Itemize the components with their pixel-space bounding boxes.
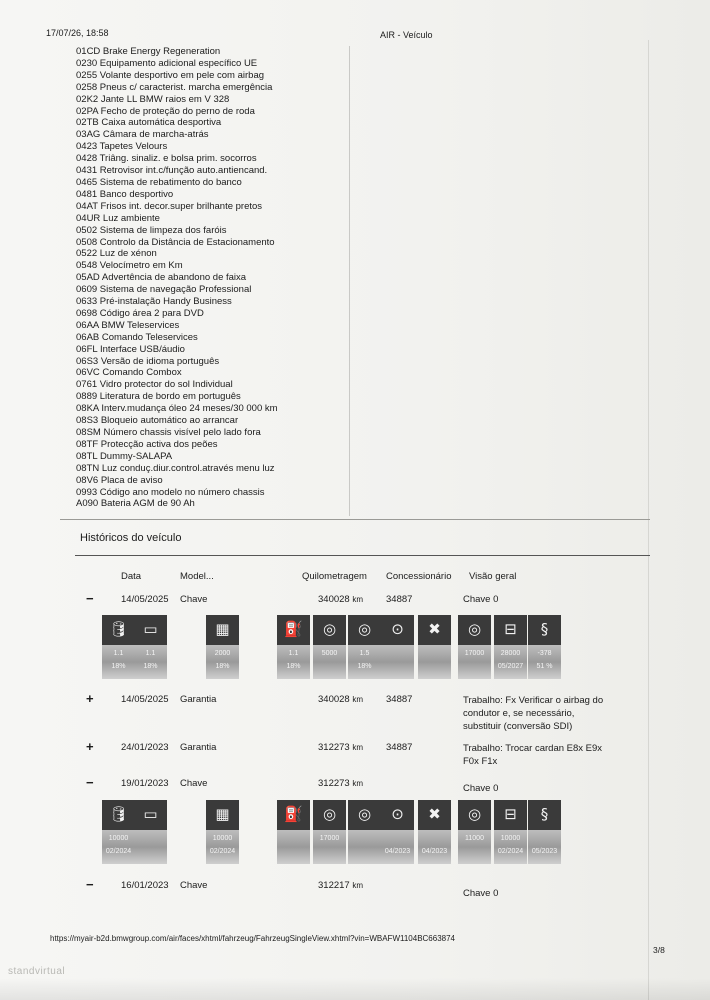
- option-item: A090 Bateria AGM de 90 Ah: [76, 498, 195, 510]
- page-number: 3/8: [653, 945, 665, 955]
- row-date: 16/01/2023: [121, 880, 169, 891]
- row-model: Chave: [180, 594, 208, 605]
- option-item: 06VC Comando Combox: [76, 367, 182, 379]
- option-item: 0761 Vidro protector do sol Individual: [76, 379, 233, 391]
- row-mileage: 340028 km: [318, 694, 364, 705]
- service-card: [458, 800, 491, 864]
- service-card: [381, 800, 414, 864]
- row-date: 14/05/2025: [121, 594, 169, 605]
- expand-toggle[interactable]: +: [86, 739, 94, 754]
- row-model: Garantia: [180, 742, 217, 753]
- oil-can-icon: 🛢: [108, 805, 129, 823]
- service-card: [102, 800, 135, 864]
- tools-icon: ✖: [428, 805, 441, 823]
- row-overview: Chave 0: [463, 783, 499, 794]
- option-item: 0889 Literatura de bordo em português: [76, 391, 241, 403]
- history-row: [0, 877, 710, 899]
- service-status-cards: [0, 800, 710, 872]
- option-item: 06FL Interface USB/áudio: [76, 343, 185, 355]
- option-item: 08TN Luz conduç.diur.control.através menu luz: [76, 462, 275, 474]
- option-item: 06S3 Versão de idioma português: [76, 355, 220, 367]
- collapse-toggle[interactable]: −: [86, 775, 94, 790]
- row-model: Garantia: [180, 694, 217, 705]
- brake-rear-icon: ◎: [357, 805, 372, 823]
- lift-icon: ⊟: [504, 620, 517, 638]
- fuel-pump-icon: ⛽: [284, 620, 303, 638]
- card-value: 10000: [500, 835, 521, 842]
- option-item: 08SM Número chassis visível pelo lado fora: [76, 427, 261, 438]
- service-card: [206, 615, 239, 679]
- row-overview: Trabalho: Fx Verificar o airbag do condutor e, se necessário, substituir (conversão SDI): [463, 695, 604, 732]
- row-mileage: 312217 km: [318, 880, 364, 891]
- filter-icon: ▦: [215, 620, 230, 638]
- service-card: [381, 615, 414, 679]
- row-model: Chave: [180, 880, 208, 891]
- option-item: 03AG Câmara de marcha-atrás: [76, 129, 209, 141]
- option-item: 0508 Controlo da Distância de Estacionamento: [76, 236, 275, 248]
- row-model: Chave: [180, 778, 208, 789]
- card-value: -378: [537, 650, 552, 657]
- footer-url: https://myair-b2d.bmwgroup.com/air/faces/xhtml/fahrzeug/FahrzeugSingleView.xhtml?vin=WBAFW1104BC663874: [50, 934, 456, 943]
- option-item: 0548 Velocímetro em Km: [76, 260, 183, 272]
- row-date: 19/01/2023: [121, 778, 169, 789]
- column-header-model: Model...: [180, 571, 214, 582]
- option-item: 08TF Protecção activa dos peões: [76, 438, 218, 450]
- card-value: 28000: [500, 650, 521, 657]
- option-item: 08S3 Bloqueio automático ao arrancar: [76, 415, 239, 427]
- tools-icon: ✖: [428, 620, 441, 638]
- option-item: 0698 Código área 2 para DVD: [76, 307, 204, 319]
- option-item: 02K2 Jante LL BMW raios em V 328: [76, 93, 230, 105]
- brake-rear-icon: ◎: [357, 620, 372, 638]
- column-divider: [349, 46, 350, 516]
- service-card: [313, 800, 346, 864]
- column-header-overview: Visão geral: [469, 571, 517, 582]
- card-subvalue: 18%: [286, 663, 301, 670]
- vehicle-check-icon: ◎: [467, 805, 482, 823]
- inspection-icon: §: [540, 620, 549, 638]
- card-value: 5000: [321, 650, 338, 657]
- column-header-mileage: Quilometragem: [302, 571, 367, 582]
- history-row: [0, 591, 710, 608]
- inspection-icon: §: [540, 805, 549, 823]
- service-card: [418, 800, 451, 864]
- row-overview: Chave 0: [463, 594, 499, 605]
- option-item: 0230 Equipamento adicional específico UE: [76, 57, 258, 69]
- option-item: 0428 Triâng. sinaliz. e bolsa prim. socorros: [76, 153, 257, 165]
- brake-fluid-icon: ⊙: [391, 620, 404, 638]
- card-value: 1.5: [359, 650, 370, 657]
- page-title: AIR - Veículo: [380, 30, 433, 40]
- card-subvalue: 04/2023: [384, 848, 411, 855]
- card-value: 10000: [108, 835, 129, 842]
- row-dealer: 34887: [386, 694, 413, 705]
- option-item: 0993 Código ano modelo no número chassis: [76, 486, 265, 498]
- card-subvalue: 18%: [357, 663, 372, 670]
- brake-front-icon: ◎: [322, 805, 337, 823]
- card-subvalue: 51 %: [536, 663, 553, 670]
- option-item: 0431 Retrovisor int.c/função auto.antiencand.: [76, 165, 268, 177]
- option-item: 06AA BMW Teleservices: [76, 319, 180, 331]
- vehicle-check-icon: ◎: [467, 620, 482, 638]
- card-subvalue: 04/2023: [421, 848, 448, 855]
- service-status-cards: [0, 615, 710, 687]
- row-date: 24/01/2023: [121, 742, 169, 753]
- history-row: [0, 775, 710, 794]
- service-card: [134, 800, 167, 864]
- service-card: [528, 800, 561, 864]
- service-card: [348, 615, 381, 679]
- card-value: 1.1: [288, 650, 299, 657]
- service-card: [277, 615, 310, 679]
- expand-toggle[interactable]: +: [86, 691, 94, 706]
- watermark-logo: standvirtual: [8, 966, 66, 977]
- option-item: 08V6 Placa de aviso: [76, 474, 163, 486]
- row-overview: Trabalho: Trocar cardan E8x E9x F0x F1x: [463, 743, 603, 767]
- scan-shadow: [0, 978, 710, 1000]
- card-value: 17000: [464, 650, 485, 657]
- option-item: 02PA Fecho de proteção do perno de roda: [76, 105, 255, 117]
- card-subvalue: 05/2023: [531, 848, 558, 855]
- history-title: Históricos do veículo: [80, 532, 182, 544]
- option-item: 0502 Sistema de limpeza dos faróis: [76, 224, 227, 236]
- card-subvalue: 18%: [215, 663, 230, 670]
- row-mileage: 312273 km: [318, 742, 364, 753]
- service-card: [206, 800, 239, 864]
- card-subvalue: 18%: [143, 663, 158, 670]
- service-card: [494, 615, 527, 679]
- collapse-toggle[interactable]: −: [86, 877, 94, 892]
- column-header-date: Data: [121, 571, 142, 582]
- option-item: 0255 Volante desportivo em pele com airbag: [76, 69, 265, 81]
- service-card: [458, 615, 491, 679]
- option-item: 0258 Pneus c/ caracterist. marcha emergência: [76, 81, 273, 93]
- service-card: [348, 800, 381, 864]
- history-header-rule: [75, 555, 650, 556]
- option-item: 05AD Advertência de abandono de faixa: [76, 272, 247, 284]
- filter-icon: ▦: [215, 805, 230, 823]
- row-date: 14/05/2025: [121, 694, 169, 705]
- column-header-dealer: Concessionário: [386, 571, 452, 582]
- battery-icon: ▭: [143, 805, 158, 823]
- service-card: [494, 800, 527, 864]
- option-item: 0481 Banco desportivo: [76, 188, 174, 200]
- card-subvalue: 02/2024: [497, 848, 524, 855]
- section-divider: [60, 519, 650, 520]
- option-item: 01CD Brake Energy Regeneration: [76, 46, 221, 57]
- service-card: [277, 800, 310, 864]
- card-subvalue: 02/2024: [105, 848, 132, 855]
- service-card: [528, 615, 561, 679]
- service-card: [418, 615, 451, 679]
- card-value: 10000: [212, 835, 233, 842]
- row-dealer: 34887: [386, 742, 413, 753]
- option-item: 0522 Luz de xénon: [76, 248, 157, 260]
- card-value: 17000: [319, 835, 340, 842]
- service-card: [313, 615, 346, 679]
- option-item: 0423 Tapetes Velours: [76, 141, 168, 153]
- card-subvalue: 05/2027: [497, 663, 524, 670]
- option-item: 0465 Sistema de rebatimento do banco: [76, 176, 242, 188]
- option-item: 0609 Sistema de navegação Professional: [76, 284, 252, 296]
- collapse-toggle[interactable]: −: [86, 591, 94, 606]
- row-overview: Chave 0: [463, 888, 499, 899]
- print-datetime: 17/07/26, 18:58: [46, 28, 109, 38]
- option-item: 04AT Frisos int. decor.super brilhante pretos: [76, 200, 263, 212]
- oil-can-icon: 🛢: [108, 620, 129, 638]
- row-mileage: 340028 km: [318, 594, 364, 605]
- brake-fluid-icon: ⊙: [391, 805, 404, 823]
- option-item: 02TB Caixa automática desportiva: [76, 117, 222, 129]
- card-subvalue: 18%: [111, 663, 126, 670]
- card-value: 1.1: [145, 650, 156, 657]
- battery-icon: ▭: [143, 620, 158, 638]
- option-item: 08KA Interv.mudança óleo 24 meses/30 000 km: [76, 403, 278, 415]
- card-value: 2000: [214, 650, 231, 657]
- history-row: [0, 739, 710, 767]
- brake-front-icon: ◎: [322, 620, 337, 638]
- row-mileage: 312273 km: [318, 778, 364, 789]
- option-item: 0633 Pré-instalação Handy Business: [76, 296, 232, 308]
- option-item: 08TL Dummy-SALAPA: [76, 450, 173, 462]
- options-list: [76, 46, 346, 510]
- card-value: 1.1: [113, 650, 124, 657]
- service-card: [134, 615, 167, 679]
- row-dealer: 34887: [386, 594, 413, 605]
- option-item: 06AB Comando Teleservices: [76, 331, 198, 343]
- fuel-pump-icon: ⛽: [284, 805, 303, 823]
- lift-icon: ⊟: [504, 805, 517, 823]
- option-item: 04UR Luz ambiente: [76, 212, 160, 224]
- service-card: [102, 615, 135, 679]
- history-row: [0, 691, 710, 732]
- card-value: 11000: [465, 835, 484, 842]
- card-subvalue: 02/2024: [209, 848, 236, 855]
